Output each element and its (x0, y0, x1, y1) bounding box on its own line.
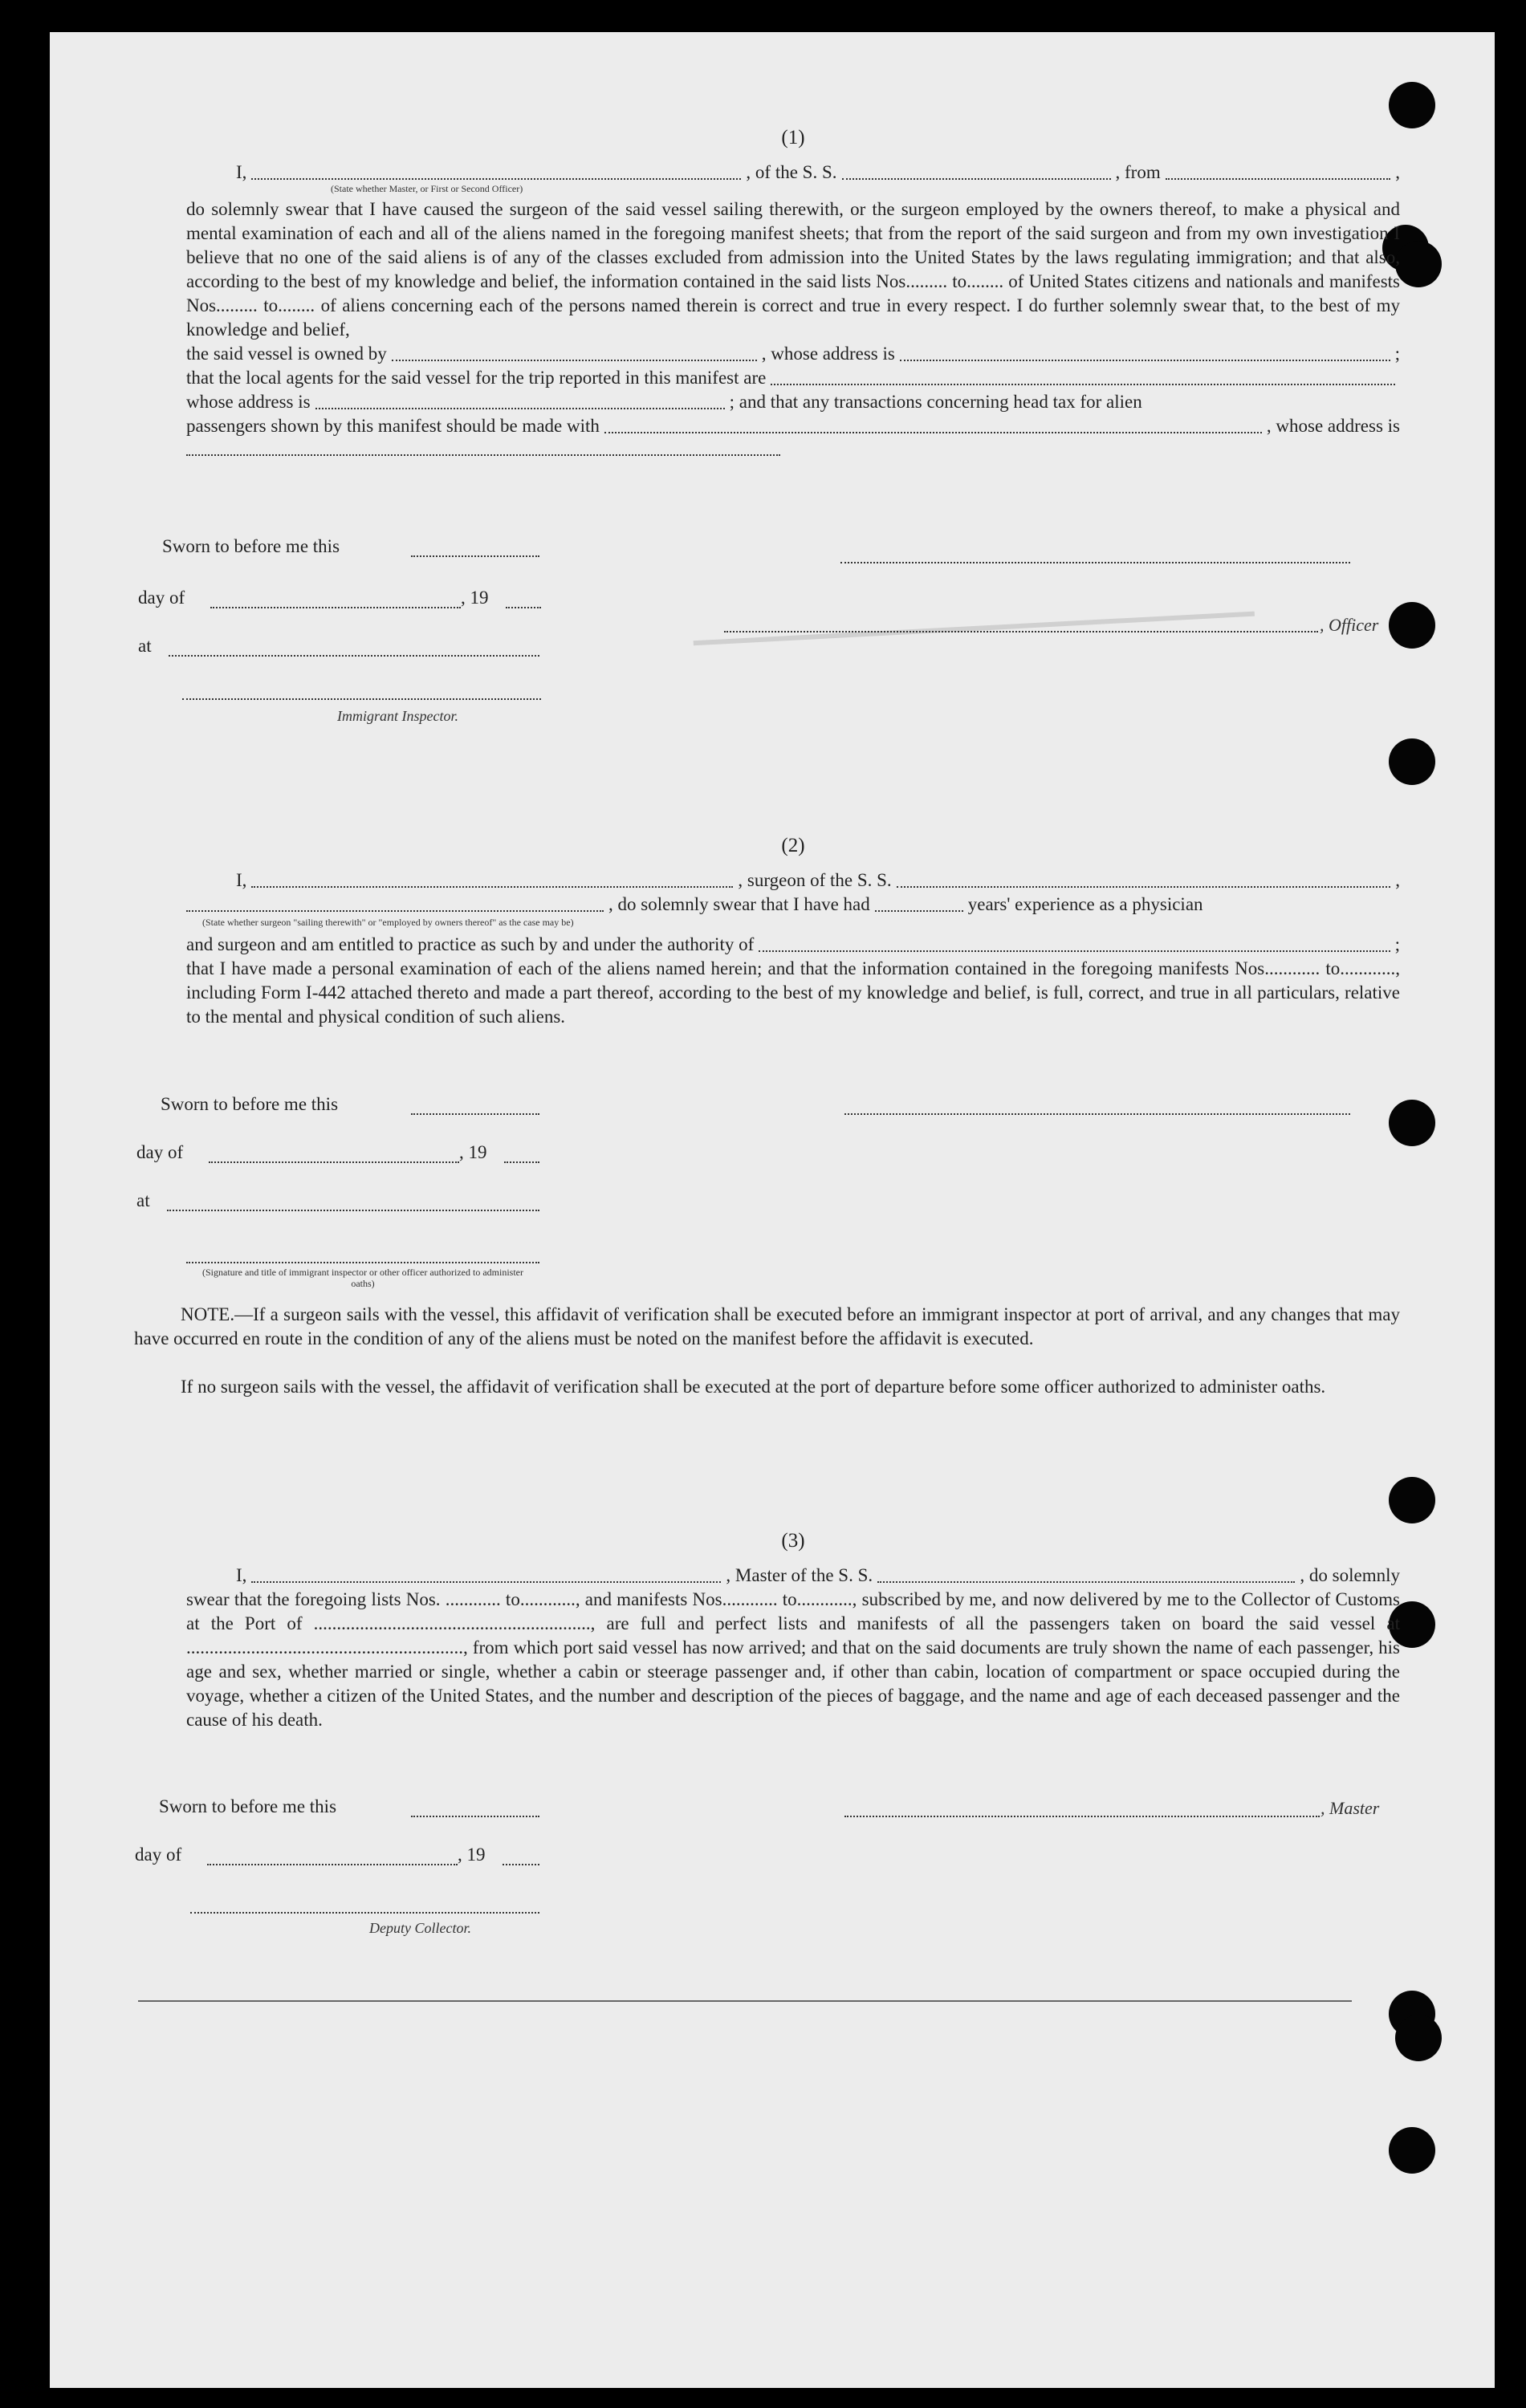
officer-note: (State whether Master, or First or Second Officer) (331, 183, 523, 194)
section-1-body: do solemnly swear that I have caused the surgeon of the said vessel sailing therewith, or the surgeon employed by the owners thereof, to make a physical and mental examination of each and all of the aliens named in the foregoing manifest sheets; that from the report of the said surgeon and from my own investigation I believe that no one of the said aliens is of any of the classes excluded from admission into the United States by the laws regulating immigration; and that also, according to the best of my knowledge and belief, the information contained in the said lists Nos......... to........ of United States citizens and nationals and manifests Nos......... to........ of aliens concerning each of the persons named therein is correct and true in every respect. I do further solemnly swear that, to the best of my knowledge and belief, (186, 199, 1400, 340)
year-field-2[interactable] (504, 1145, 539, 1163)
affidavit-section-1 (186, 127, 1400, 461)
owner-address-field[interactable] (900, 344, 1390, 361)
from-port-field[interactable] (1166, 162, 1391, 180)
affidavit-note-2: If no surgeon sails with the vessel, the affidavit of verification shall be executed at the port of departure before some officer authorized to administer oaths. (181, 1377, 1326, 1397)
year-label-2: , 19 (459, 1142, 487, 1162)
note-label: NOTE. (181, 1304, 235, 1324)
head-tax-address-field[interactable] (186, 438, 780, 456)
document-page (50, 32, 1495, 2388)
administering-officer-signature-line[interactable] (186, 1262, 539, 1263)
bleed-through-mark (691, 571, 1255, 646)
punch-hole (1389, 1100, 1435, 1146)
sworn-label-1: Sworn to before me this (162, 536, 340, 556)
bottom-rule (138, 2000, 1352, 2002)
signature-note: (Signature and title of immigrant inspector or other officer authorized to administer oaths) (202, 1267, 523, 1289)
deputy-label: Deputy Collector. (369, 1920, 471, 1936)
experience-line: , do solemnly swear that I have had years' experience as a physician (186, 893, 1400, 917)
day-of-label-1: day of (138, 588, 185, 608)
master-line: I, , Master of the S. S. , do solemnly (236, 1565, 1400, 1585)
inspector-label: Immigrant Inspector. (337, 708, 458, 724)
day-of-label-2: day of (136, 1142, 184, 1162)
affidavit-section-3 (186, 1530, 1400, 1732)
officer-signature-line-top[interactable] (840, 546, 1350, 563)
surgeon-name-field[interactable] (251, 870, 733, 888)
officer-signature-field[interactable] (724, 615, 1318, 633)
sworn-label-3: Sworn to before me this (159, 1796, 337, 1816)
local-agents-field[interactable] (771, 368, 1395, 385)
ship-name-field[interactable] (842, 162, 1111, 180)
deputy-signature-line[interactable] (190, 1912, 539, 1914)
surgeon-signature-field[interactable] (844, 1097, 1350, 1115)
punch-hole (1389, 82, 1435, 128)
year-field-1[interactable] (506, 591, 541, 608)
punch-hole (1389, 602, 1435, 649)
surgeon-ship-field[interactable] (897, 870, 1391, 888)
owner-line: the said vessel is owned by , whose address is ; (186, 344, 1400, 364)
head-tax-address-line (186, 438, 1400, 461)
section-3-body: swear that the foregoing lists Nos. ............ to............, and manifests Nos............ to............, subscribed by me, and now delivered by me to the Collector of Customs at the Port of ............................................................, are full and perfect lists and manifests of all the passengers taken on board the said vessel at ............................................................, from which port said vessel has now arrived; and that on the said documents are truly shown the name of each passenger, his age and sex, whether married or single, whether a cabin or steerage passenger and, if other than cabin, location of compartment or space occupied during the voyage, whether a citizen of the United States, and the number and description of the pieces of baggage, and the name and age of each deceased passenger and the cause of his death. (186, 1589, 1400, 1730)
sworn-date-field-1[interactable] (411, 539, 539, 557)
year-field-3[interactable] (503, 1848, 539, 1865)
punch-hole (1389, 1477, 1435, 1523)
note-text: —If a surgeon sails with the vessel, this affidavit of verification shall be executed before an immigrant inspector at port of arrival, and any changes that may have occurred en route in the condition of any of the aliens must be noted on the manifest before the affidavit is executed. (134, 1304, 1400, 1348)
affidavit-note (134, 1303, 1400, 1351)
head-tax-line: passengers shown by this manifest should be made with , whose address is (186, 416, 1400, 436)
master-ship-field[interactable] (877, 1565, 1295, 1583)
surgeon-note: (State whether surgeon "sailing therewith" or "employed by owners thereof" as the case may be) (202, 917, 574, 928)
punch-hole (1389, 2127, 1435, 2174)
officer-name-field[interactable] (251, 162, 741, 180)
month-field-3[interactable] (207, 1848, 458, 1865)
year-label-1: , 19 (461, 588, 489, 608)
at-label-2: at (136, 1190, 150, 1210)
year-label-3: , 19 (458, 1845, 486, 1865)
month-field-1[interactable] (210, 591, 461, 608)
agent-address-line: whose address is ; and that any transactions concerning head tax for alien (186, 392, 1142, 412)
at-field-1[interactable] (169, 639, 539, 657)
authority-line: and surgeon and am entitled to practice as such by and under the authority of ; (186, 934, 1400, 954)
section-2-body: that I have made a personal examination of each of the aliens named herein; and that the information contained in the foregoing manifests Nos............ to............, including Form I-442 attached thereto and made a part thereof, according to the best of my knowledge and belief, is full, correct, and true in all particulars, relative to the mental and physical condition of such aliens. (186, 958, 1400, 1027)
punch-hole (1395, 2015, 1442, 2061)
years-field[interactable] (875, 894, 963, 912)
punch-hole (1389, 738, 1435, 785)
section-number: (1) (781, 127, 805, 148)
officer-line: I, , of the S. S. , from , (236, 162, 1400, 182)
surgeon-line: I, , surgeon of the S. S. , (236, 870, 1400, 890)
surgeon-type-field[interactable] (186, 894, 604, 912)
owner-field[interactable] (392, 344, 757, 361)
affidavit-section-2 (186, 835, 1400, 1029)
sworn-date-field-2[interactable] (411, 1097, 539, 1115)
at-field-2[interactable] (167, 1194, 539, 1211)
local-agents-line: that the local agents for the said vessel for the trip reported in this manifest are (186, 366, 1400, 390)
punch-hole (1395, 241, 1442, 287)
head-tax-contact-field[interactable] (604, 416, 1262, 433)
at-label-1: at (138, 636, 152, 656)
sworn-date-field-3[interactable] (411, 1800, 539, 1817)
master-label: , Master (1320, 1798, 1380, 1818)
inspector-signature-line[interactable] (182, 698, 541, 700)
section-number: (3) (781, 1530, 805, 1552)
authority-field[interactable] (759, 934, 1390, 952)
agent-address-field[interactable] (315, 392, 725, 409)
officer-label: , Officer (1320, 615, 1379, 635)
sworn-label-2: Sworn to before me this (161, 1094, 339, 1114)
master-signature-field[interactable] (844, 1800, 1320, 1817)
master-name-field[interactable] (251, 1565, 721, 1583)
section-number: (2) (781, 835, 805, 856)
month-field-2[interactable] (209, 1145, 459, 1163)
day-of-label-3: day of (135, 1845, 182, 1865)
